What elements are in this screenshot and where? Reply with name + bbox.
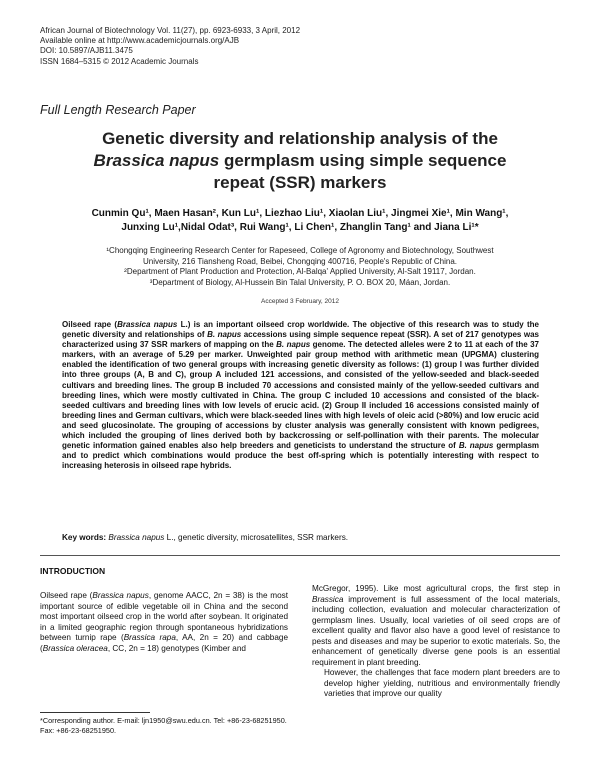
- footnote-rule: [40, 712, 150, 713]
- article-type: Full Length Research Paper: [40, 103, 196, 117]
- intro-text: , AA, 2n = 20) and cabbage (: [40, 633, 288, 653]
- abstract-text: genome. The detected alleles were 2 to 11 at each of the 37 markers, with an average of 5.29 per marker. Unweighted pair group method with arithmetic mean (UPGMA) clustering enabled the identification of two general groups with increasing genetic diversity as follows: (1) group I was further divided into three groups (A, B and C), group A included 121 accessions, and consisted of the yellow-seeded and black-seeded cultivars and breeding lines. The group B included 70 accessions and consisted mainly of the yellow-seeded cultivars and breeding lines, which were mostly cultivated in China. The group C included 10 accessions and consisted of the black-seeded cultivars and breeding lines with low levels of erucic acid. (2) Group II included 16 accessions consisted mainly of breeding lines and German cultivars, which were black-seeded lines with high levels of oleic acid (>80%) and low erucic acid and seed glucosinolate. The grouping of accessions by cluster analysis was generally consistent with known pedigrees, which included the grouping of lines derived both by backcrossing or self-pollination with their parents. The molecular genetic information gained enables also help breeders and geneticists to understand the structure of: [62, 340, 540, 451]
- title-species: Brassica napus: [93, 151, 220, 170]
- abstract-species: Brassica napus: [117, 320, 178, 329]
- affiliation-3: ³Department of Biology, Al-Hussein Bin Talal University, P. O. BOX 20, Máan, Jordan.: [149, 277, 451, 287]
- affiliation-2: ²Department of Plant Production and Protection, Al-Balqa' Applied University, Al-Salt 19117, Jordan.: [124, 267, 476, 276]
- journal-issn: ISSN 1684–5315 © 2012 Academic Journals: [40, 56, 199, 66]
- abstract-text: accessions using simple sequence repeat (SSR). A set of 217 genotypes was characterized using 37 SSR markers of mapping on the: [62, 330, 540, 350]
- intro-column-right: [312, 584, 560, 700]
- paper-title: [40, 128, 560, 194]
- intro-text: , genome AACC, 2n = 38) is the most important source of edible vegetable oil in China and the second most important oilseed crop in the world after soybean. It originated in a limited geographic region through spontaneous hybridizations between turnip rape (: [40, 591, 288, 642]
- abstract-text: germplasm and to predict which combinations would produce the best off-spring which is potentially interesting with respect to increasing heterosis in oilseed rape hybrids.: [62, 441, 540, 471]
- affiliation-1b: University, 216 Tiansheng Road, Beibei, Chongqing 400716, People's Republic of China.: [142, 256, 458, 266]
- accepted-date: Accepted 3 February, 2012: [261, 298, 339, 305]
- introduction-heading: INTRODUCTION: [40, 566, 106, 576]
- intro-column-left: [40, 591, 288, 654]
- intro-species: Brassica oleracea: [42, 643, 108, 653]
- intro-text: , CC, 2n = 18) genotypes (Kimber and: [107, 643, 246, 653]
- intro-text: McGregor, 1995). Like most agricultural crops, the first step in: [312, 584, 560, 593]
- journal-citation: African Journal of Biotechnology Vol. 11(27), pp. 6923-6933, 3 April, 2012: [40, 26, 301, 35]
- keywords-label: Key words:: [62, 533, 107, 542]
- abstract-text: L.) is an important oilseed crop worldwide. The objective of this research was to study the genetic diversity and relationships of: [62, 320, 539, 340]
- corresponding-author-footnote: *Corresponding author. E-mail: ljn1950@swu.edu.cn. Tel: +86-23-68251950. Fax: +86-23-68251950.: [40, 716, 287, 735]
- title-line-3: repeat (SSR) markers: [213, 173, 387, 192]
- journal-doi: DOI: 10.5897/AJB11.3475: [40, 46, 133, 56]
- intro-text: Oilseed rape (: [40, 591, 93, 600]
- affiliations: [40, 246, 560, 288]
- section-divider: [40, 555, 560, 556]
- intro-species: Brassica rapa: [123, 633, 176, 642]
- journal-header: [40, 26, 300, 67]
- keywords-species: Brassica napus: [108, 533, 165, 542]
- author-list: [40, 207, 560, 235]
- intro-paragraph-2: However, the challenges that face modern plant breeders are to develop higher yielding, nutritious and environmentally friendly varieties that improve our quality: [324, 668, 560, 698]
- affiliation-1a: ¹Chongqing Engineering Research Center for Rapeseed, College of Agronomy and Biotechnology, Southwest: [106, 246, 494, 255]
- authors-line-2: Junxing Lu¹,Nidal Odat³, Rui Wang¹, Li Chen¹, Zhanglin Tang¹ and Jiana Li¹*: [121, 222, 479, 233]
- keywords-rest: L., genetic diversity, microsatellites, SSR markers.: [164, 533, 349, 542]
- title-line-2: [40, 150, 560, 172]
- intro-text: improvement is full assessment of the local materials, including collection, evaluation and molecular characterization of germplasm lines. Usually, local varieties of oil seed crops are of excellent quality and flavor also have a good level of resistance to pests and diseases and may be superior to exotic materials. So, the enhancement of genetically diverse gene pools is an essential requirement in plant breeding.: [312, 594, 560, 667]
- authors-line-1: Cunmin Qu¹, Maen Hasan², Kun Lu¹, Liezhao Liu¹, Xiaolan Liu¹, Jingmei Xie¹, Min Wang¹,: [91, 208, 509, 219]
- intro-species: Brassica napus: [92, 591, 149, 600]
- abstract-species: B. napus: [276, 340, 311, 350]
- title-line-1: Genetic diversity and relationship analysis of the: [102, 129, 498, 148]
- journal-available: Available online at http://www.academicjournals.org/AJB: [40, 36, 240, 46]
- abstract-text: Oilseed rape (: [62, 320, 118, 329]
- abstract: [62, 320, 539, 471]
- keywords: [62, 533, 348, 542]
- abstract-species: B. napus: [207, 330, 242, 340]
- title-line-2-rest: germplasm using simple sequence: [219, 151, 507, 170]
- intro-species: Brassica: [312, 594, 344, 604]
- abstract-species: B. napus: [458, 441, 494, 451]
